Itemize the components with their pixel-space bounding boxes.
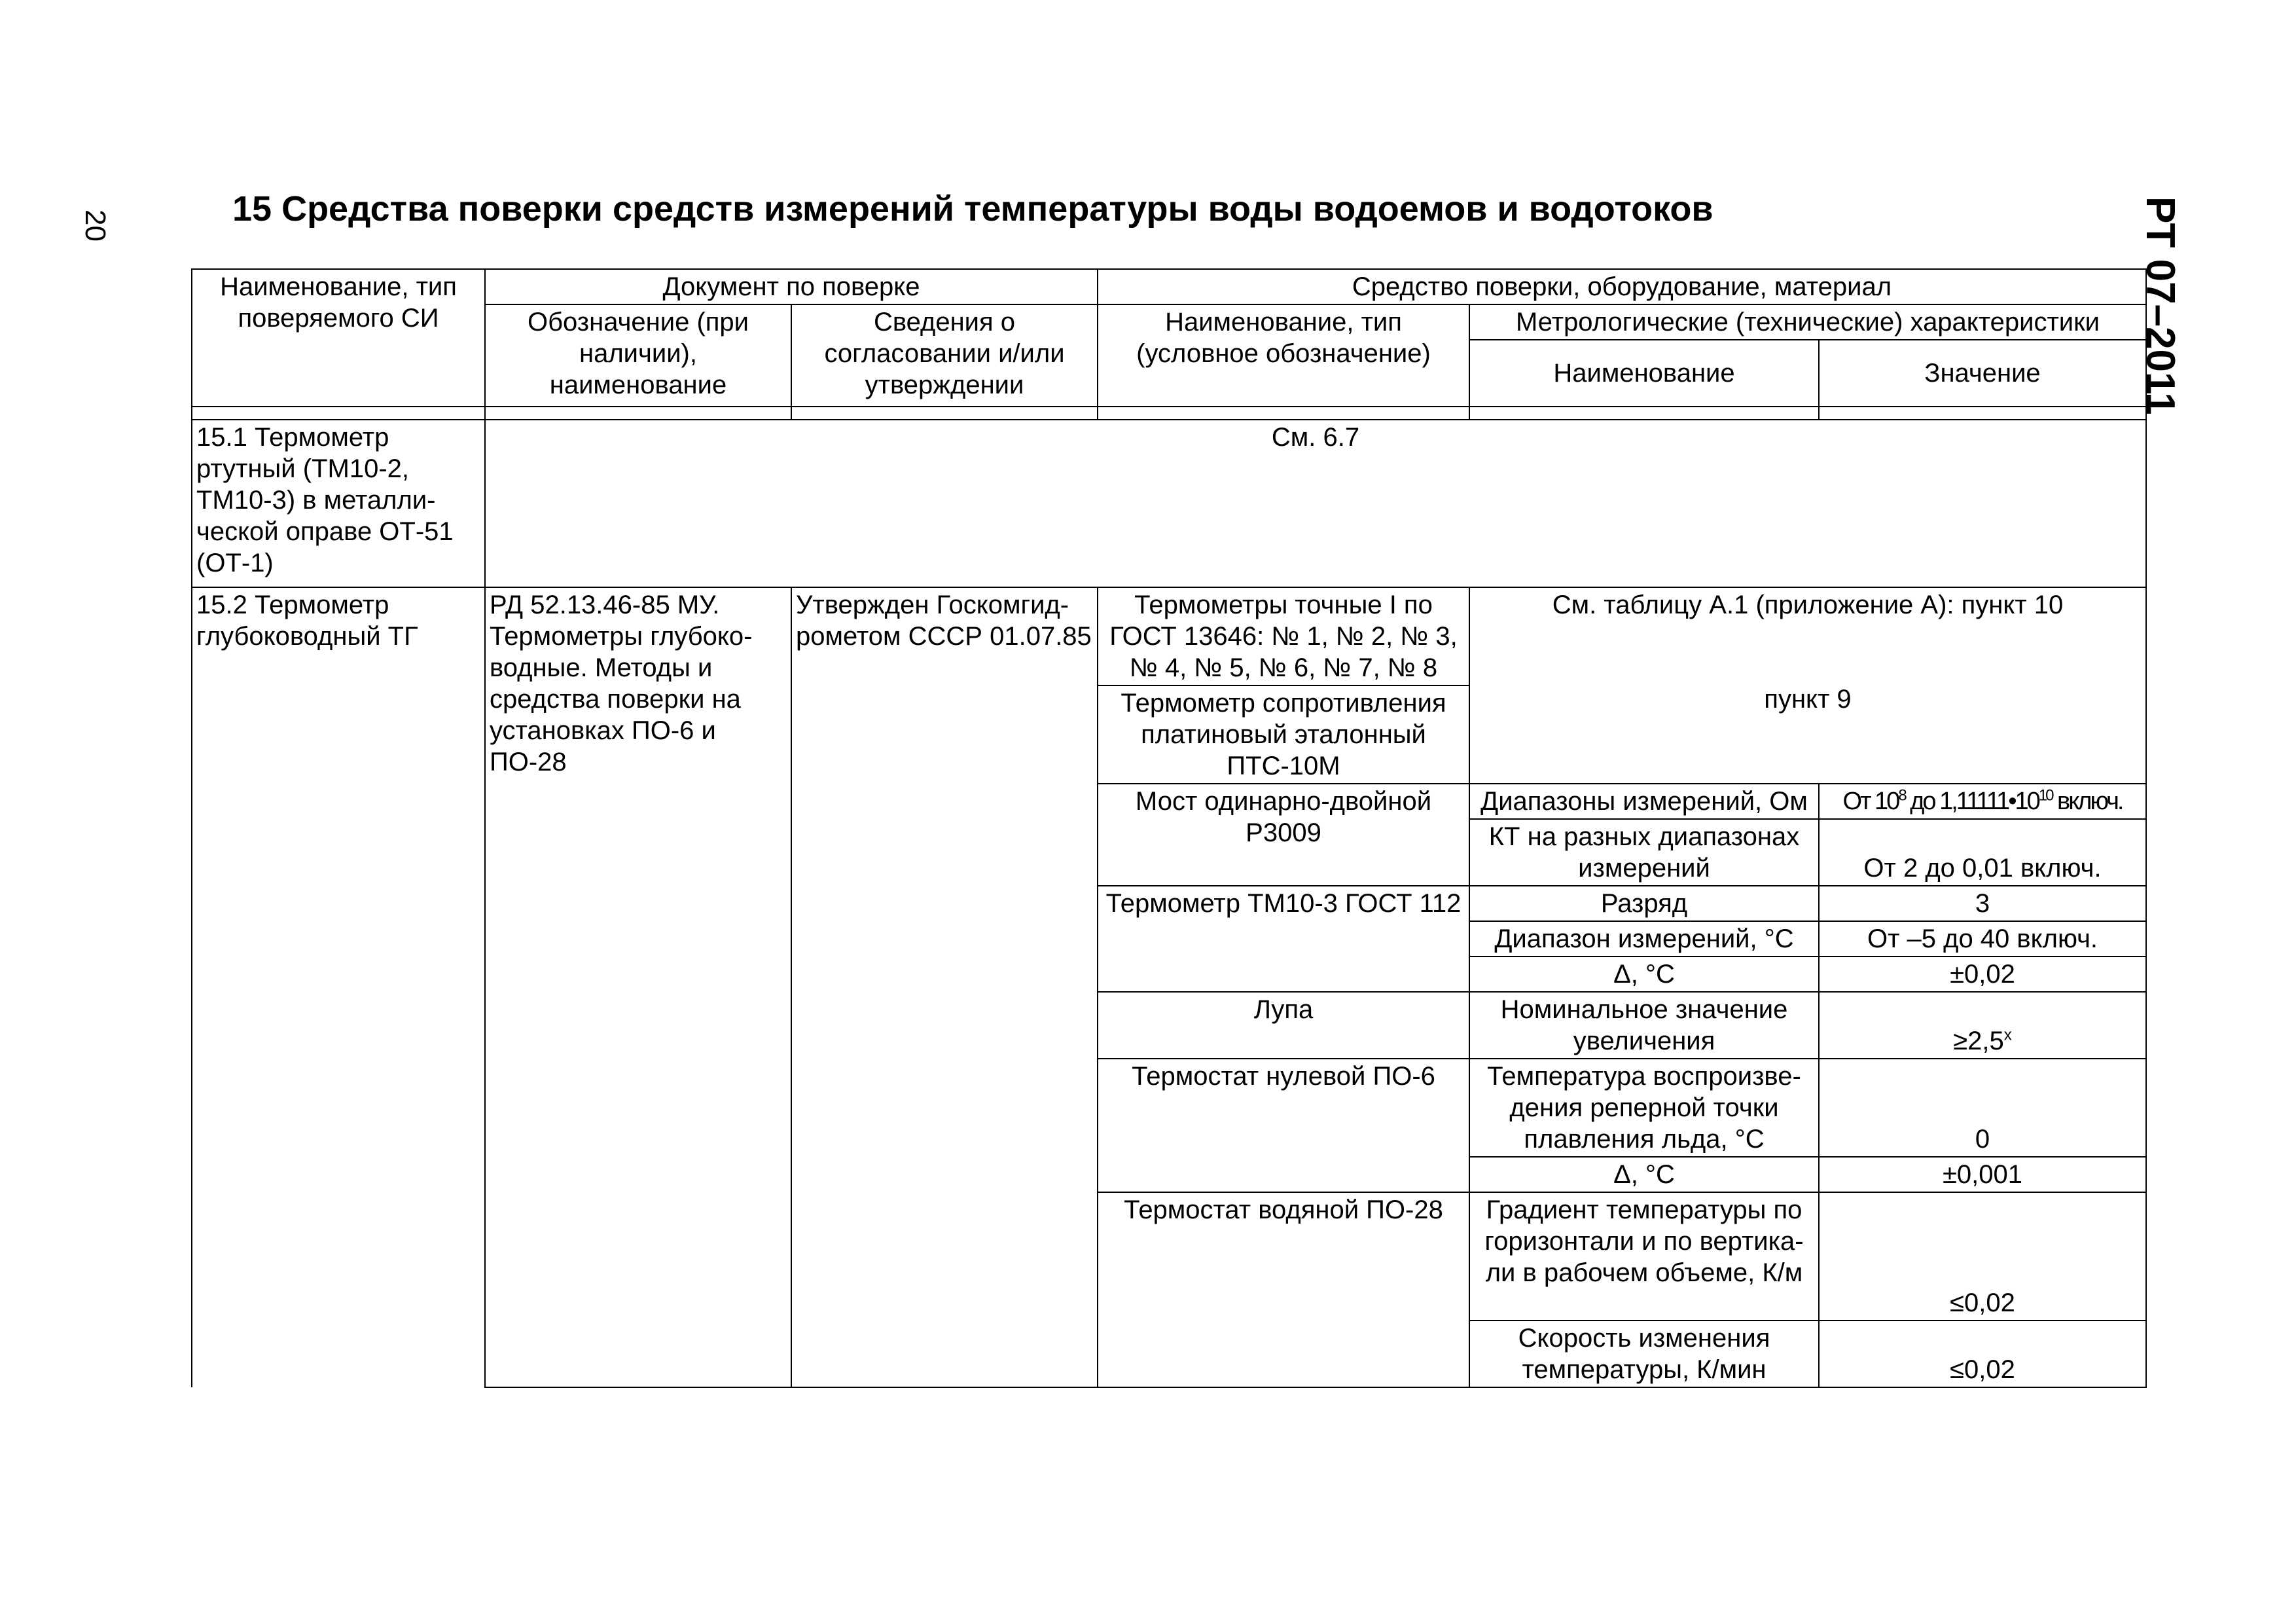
char-name: Температура воспроизве-дения реперной точки плавления льда, °С bbox=[1469, 1059, 1819, 1157]
document-code: РТ 07–2011 bbox=[2138, 196, 2183, 415]
char-value: ±0,02 bbox=[1819, 957, 2146, 992]
tool-name: Термометр сопротивления платиновый эталонный ПТС-10М bbox=[1098, 685, 1469, 784]
tool-reference-text: пункт 9 bbox=[1764, 685, 1852, 714]
char-name: Диапазон измерений, °С bbox=[1469, 921, 1819, 957]
header-doc-group: Документ по поверке bbox=[485, 269, 1098, 304]
row-15-1 bbox=[192, 420, 2146, 587]
ref-15-1: См. 6.7 bbox=[485, 420, 2146, 587]
page-number: 20 bbox=[79, 210, 111, 242]
header-doc-approval: Сведения о согласовании и/или утверждении bbox=[791, 304, 1098, 407]
header-doc-designation: Обозначение (при наличии), наименование bbox=[485, 304, 791, 407]
header-metro-group: Метрологические (технические) характеристики bbox=[1469, 304, 2146, 340]
row-15-2-tool-1 bbox=[192, 587, 2146, 685]
header-tool-group: Средство поверки, оборудование, материал bbox=[1098, 269, 2146, 304]
tool-name: Термометры точные I по ГОСТ 13646: № 1, № 2, № 3, № 4, № 5, № 6, № 7, № 8 bbox=[1098, 587, 1469, 685]
char-name: Диапазоны измерений, Ом bbox=[1469, 784, 1819, 819]
char-value: От 2 до 0,01 включ. bbox=[1819, 819, 2146, 886]
char-value: От –5 до 40 включ. bbox=[1819, 921, 2146, 957]
char-value: 3 bbox=[1819, 886, 2146, 921]
header-separator bbox=[192, 407, 2146, 420]
header-metro-value: Значение bbox=[1819, 340, 2146, 407]
header-tool-name: Наименование, тип (условное обозначение) bbox=[1098, 304, 1469, 407]
char-name: Δ, °С bbox=[1469, 1157, 1819, 1192]
char-value: ≤0,02 bbox=[1819, 1192, 2146, 1321]
char-value: 0 bbox=[1819, 1059, 2146, 1157]
char-name: КТ на разных диапазонах измерений bbox=[1469, 819, 1819, 886]
tool-reference-text: См. таблицу А.1 (приложение А): пункт 10 bbox=[1552, 591, 2064, 619]
header-item-type: Наименование, тип поверяемого СИ bbox=[192, 269, 485, 407]
item-15-1: 15.1 Термометр ртутный (ТМ10-2, ТМ10-3) в металли-ческой оправе ОТ-51 (ОТ-1) bbox=[192, 420, 485, 587]
tool-name: Термостат водяной ПО-28 bbox=[1098, 1192, 1469, 1387]
char-value: ≤0,02 bbox=[1819, 1321, 2146, 1387]
page-title: 15 Средства поверки средств измерений температуры воды водоемов и водотоков bbox=[232, 189, 1713, 228]
header-row-2 bbox=[192, 304, 2146, 340]
tool-name: Термометр ТМ10-3 ГОСТ 112 bbox=[1098, 886, 1469, 992]
doc-15-2: РД 52.13.46-85 МУ. Термометры глубоко-водные. Методы и средства поверки на установках ПО-6 и ПО-28 bbox=[485, 587, 791, 1387]
header-row-1 bbox=[192, 269, 2146, 304]
char-name: Градиент температуры по горизонтали и по вертика-ли в рабочем объеме, К/м bbox=[1469, 1192, 1819, 1321]
tool-reference bbox=[1469, 587, 2146, 784]
char-name: Δ, °С bbox=[1469, 957, 1819, 992]
char-value: От $10^8$ до $1,11111•10^{10}$ включ. bbox=[1819, 784, 2146, 819]
approval-15-2: Утвержден Госкомгид-рометом СССР 01.07.85 bbox=[791, 587, 1098, 1387]
item-15-2: 15.2 Термометр глубоководный ТГ bbox=[192, 587, 485, 1387]
char-value: ±0,001 bbox=[1819, 1157, 2146, 1192]
char-name: Скорость изменения температуры, К/мин bbox=[1469, 1321, 1819, 1387]
char-name: Номинальное значение увеличения bbox=[1469, 992, 1819, 1059]
verification-table bbox=[191, 268, 2147, 1388]
char-value: $\ge 2,5^х$ bbox=[1819, 992, 2146, 1059]
char-name: Разряд bbox=[1469, 886, 1819, 921]
header-metro-name: Наименование bbox=[1469, 340, 1819, 407]
tool-name: Мост одинарно-двойной Р3009 bbox=[1098, 784, 1469, 886]
tool-name: Термостат нулевой ПО-6 bbox=[1098, 1059, 1469, 1192]
tool-name: Лупа bbox=[1098, 992, 1469, 1059]
